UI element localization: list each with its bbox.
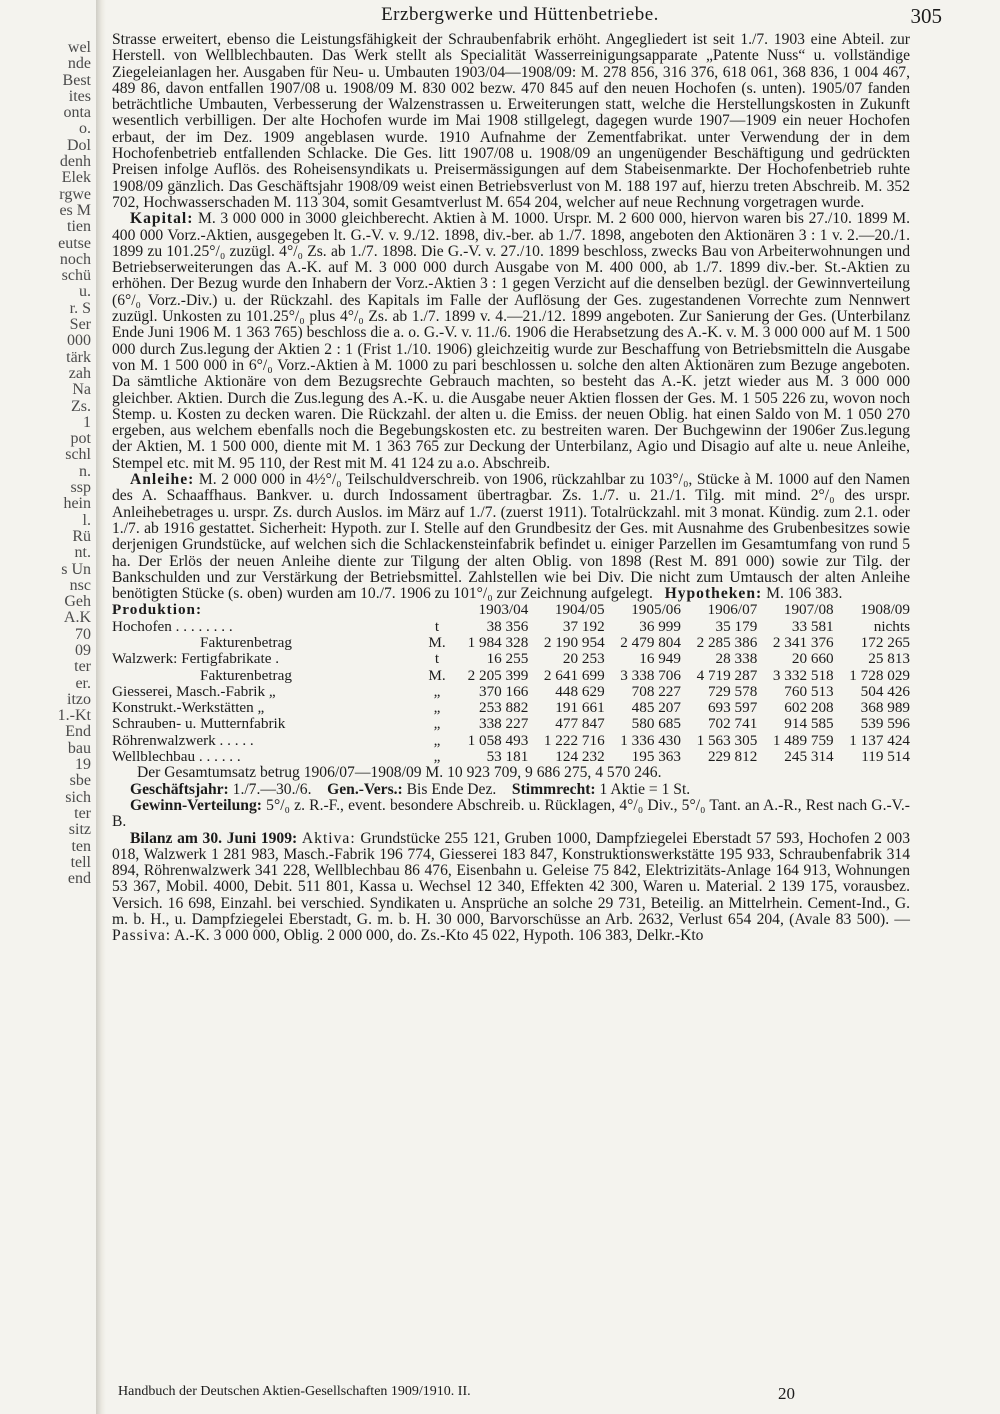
gutter-line: Best [62,71,91,89]
production-value: 368 989 [860,699,910,717]
year-header: 1907/08 [783,601,834,619]
production-row-label: Fakturenbetrag [200,633,292,651]
anleihe-text: M. 2 000 000 in 4½°/₀ Teilschuldverschreib. von 1906, rückzahlbar zu 103°/₀, Stücke à M. 1000 auf den Namen des A. Schaaffhaus. Bankver. u. durch Indossament übertragbar. Zs. 1./7. u. 21./1. Tilg. mit mind. 2°/₀ des urspr. Anleihebetrages u. urspr. Zs. durch Auslos. im März auf 1./7. (zuerst 1911). Totalrückzahl. mit 3 monat. Kündig. zum 2.1. oder 1./7. ab 1916 gestattet. Sicherheit: Hypoth. zur I. Stelle auf den Grundbesitz der Ges. mit Ausnahme des Grubenbesitzes sowie derjenigen Grundstücke, auf welchen sich die Schlackensteinfabrik befindet u. einiger Parzellen im Gesamtumfang von rund 5 ha. Der Erlös der neuen Anleihe diente zur Tilgung der alten Oblig. von 1898 (Rest M. 891 000) sowie zur Tilg. der Bankschulden und zur Verstärkung der Betriebsmittel. Zahlstellen wie bei Div. Die nicht zum Umtausch der alten Anleihe benötigten Stücke (s. oben) wurden am 10./7. 1906 zu 101°/₀ zur Zeichnung aufgelegt. [112,471,910,603]
gutter-line: ten [71,837,91,855]
production-row-label: Fakturenbetrag [200,666,292,684]
production-row [112,716,910,732]
production-value: 1 489 759 [772,731,834,749]
gutter-line: noch [59,250,91,268]
production-value: 370 166 [478,682,529,700]
production-row-label: Schrauben- u. Mutternfabrik [112,715,286,733]
genvers-label: Gen.-Vers.: [327,780,403,798]
production-row-label: Wellblechbau . . . . . . [112,748,241,766]
production-value: 504 426 [860,682,910,700]
hypotheken-value: M. 106 383. [766,585,843,603]
gutter-line: ssp [70,479,91,497]
year-header: 1903/04 [478,601,529,619]
production-row-label: Röhrenwalzwerk . . . . . [112,731,254,749]
production-value: 229 812 [707,748,758,766]
production-row [112,749,910,765]
bilanz-section [112,831,910,945]
gutter-line: er. [75,674,91,692]
book-fold [96,0,106,1414]
aktiva-text: Grundstücke 255 121, Gruben 1000, Dampfziegelei Eberstadt 57 593, Hochofen 2 003 018, Walzwerk 1 281 983, Masch.-Fabrik 196 774, Giesserei 183 847, Konstruktionswerkstätte 195 933, Schraubenfabrik 314 894, Röhrenwalzwerk 341 228, Wellblechbau 86 476, Eisenbahn u. Geleise 75 842, Elektrizitäts-Anlage 164 913, Wohnungen 53 367, Mobil. 4000, Debit. 511 801, Kassa u. Wechsel 12 340, Effekten 42 300, Waren u. Material. 2 139 175, vorausbez. Versich. 16 698, Einzahl. bei verschied. Syndikaten u. Ansprüche an solche 29 731, Beteilig. an Mittelrhein. Cement-Ind., G. m. b. H., u. Dampfziegelei Eberstadt, G. m. b. H. 30 000, Barvorschüsse an Arb. 2632, Verlust 654 204, (Avale 83 500). — [112,829,911,929]
production-row-unit: M. [428,666,446,684]
gutter-line: wel [67,40,91,56]
production-value: nichts [873,617,910,635]
gutter-line: n. [79,462,91,480]
production-value: 708 227 [631,682,681,700]
gutter-line: Ser [69,316,91,334]
hypotheken-label: Hypotheken: [664,585,763,603]
production-value: 477 847 [555,715,605,733]
gutter-line: u. [79,283,91,301]
production-value: 3 338 706 [620,666,681,684]
gutter-line: Dol [67,136,91,154]
gesamtumsatz-line: Der Gesamtumsatz betrug 1906/07—1908/09 M. 10 923 709, 9 686 275, 4 570 246. [137,764,662,782]
gutter-line: nde [67,55,91,73]
gutter-line: nt. [74,544,91,562]
production-row [112,700,910,716]
production-row-unit: „ [433,715,441,733]
production-row-unit: „ [433,731,441,749]
production-value: 195 363 [631,748,681,766]
gutter-line: l. [82,511,91,529]
kapital-label: Kapital: [130,210,194,228]
signature-number: 20 [778,1384,795,1403]
gutter-line: end [67,870,91,888]
gutter-line: 1.-Kt [57,707,91,725]
production-value: 2 285 386 [696,633,758,651]
year-header: 1904/05 [554,601,605,619]
gutter-line: itzo [67,690,91,708]
gutter-line: r. S [69,299,91,317]
production-value: 1 728 029 [849,666,910,684]
production-value: 2 641 699 [543,666,605,684]
anleihe-label: Anleihe: [130,471,195,489]
production-value: 172 265 [860,633,910,651]
page-number: 305 [910,4,942,28]
production-value: 1 222 716 [543,731,605,749]
production-value: 448 629 [555,682,605,700]
gutter-line: ter [74,804,91,822]
production-value: 702 741 [707,715,758,733]
gutter-line: Zs. [71,397,91,415]
production-value: 20 253 [562,650,605,668]
year-header: 1905/06 [631,601,681,619]
gutter-line: sitz [68,821,91,839]
gutter-line: o. [79,120,91,138]
production-value: 338 227 [478,715,529,733]
production-row-unit: „ [433,748,441,766]
gutter-line: rgwe [59,185,91,203]
gutter-line: zah [68,364,91,382]
production-value: 37 192 [562,617,605,635]
production-value: 245 314 [784,748,834,766]
production-value: 729 578 [707,682,758,700]
gutter-line: 09 [75,641,91,659]
production-value: 2 190 954 [543,633,605,651]
production-value: 16 949 [639,650,681,668]
header-title: Erzbergwerke und Hüttenbetriebe. [381,4,659,25]
gutter-line: Geh [64,593,91,611]
production-value: 693 597 [707,699,758,717]
production-value: 914 585 [784,715,834,733]
stimmrecht-label: Stimmrecht: [511,780,596,798]
gutter-line: tien [67,218,91,236]
genvers-value: Bis Ende Dez. [406,780,497,798]
gutter-line: Na [72,381,91,399]
gutter-line: pot [70,430,91,448]
production-row-label: Konstrukt.-Werkstätten „ [112,699,265,717]
production-value: 602 208 [784,699,834,717]
anleihe-section [112,472,910,602]
gewinn-label: Gewinn-Verteilung: [130,796,262,814]
page-body [112,32,910,945]
gutter-line: Rü [72,527,91,545]
year-header: 1906/07 [707,601,758,619]
production-value: 38 356 [486,617,529,635]
production-value: 2 205 399 [467,666,529,684]
production-value: 1 563 305 [696,731,758,749]
production-value: 28 338 [715,650,758,668]
production-row [112,733,910,749]
production-row-unit: M. [428,633,446,651]
geschaeftsjahr-label: Geschäftsjahr: [130,780,229,798]
production-table [112,602,910,765]
intro-paragraph: Strasse erweitert, ebenso die Leistungsfähigkeit der Schraubenfabrik erhöht. Angegliedert ist seit 1./7. 1903 eine Abteil. zur Herstell. von Wellblechbauten. Das Werk stellt als Specialität Wasserreinigungsapparate „Patente Nuss“ u. vollständige Ziegeleianlagen her. Ausgaben für Neu- u. Umbauten 1903/04—1908/09: M. 278 856, 316 376, 618 061, 368 836, 1 004 467, 489 86, davon entfallen 1907/08 u. 1908/09 M. 830 002 bezw. 470 845 auf den neuen Hochofen (s. unten). 1905/07 fanden beträchtliche Umbauten, Verbesserung der Walzenstrassen u. Erweiterungen statt, welche die Herstellungskosten in Zukunft wesentlich verbilligen. Der alte Hochofen wurde im Mai 1908 stillgelegt, dagegen wurde 1907—1909 ein neuer Hochofen erbaut, der im Dez. 1909 angeblasen wurde. 1910 Aufnahme der Zementfabrikat. unter Verwendung der in dem Hochofenbetrieb entfallenden Schlacke. Die Ges. litt 1907/08 u. 1908/09 an ungenügender Beschäftigung und gedrückten Preisen infolge Auflös. des Roheisensyndikats u. Preisermässigungen auf dem Stabeisenmarkte. Der Hochofenbetrieb ruhte 1908/09 gänzlich. Das Geschäftsjahr 1908/09 weist einen Betriebsverlust von M. 188 197 auf, hierzu treten Abschreib. M. 352 702, Hochwasserschaden M. 113 304, somit Gesamtverlust M. 654 204, welcher auf neue Rechnung vorgetragen wurde. [112,31,910,211]
production-value: 485 207 [631,699,681,717]
production-row [112,668,910,684]
gutter-line: onta [63,104,91,122]
passiva-label: Passiva: [112,927,172,945]
production-value: 191 661 [555,699,605,717]
production-value: 1 058 493 [467,731,529,749]
production-value: 1 336 430 [620,731,681,749]
production-row-unit: t [434,650,440,668]
production-value: 35 179 [715,617,758,635]
production-value: 20 660 [791,650,834,668]
production-row-label: Walzwerk: Fertigfabrikate . [112,650,280,668]
gutter-line: sbe [69,772,91,790]
gutter-line: denh [59,153,91,171]
production-value: 1 984 328 [467,633,529,651]
footer-source: Handbuch der Deutschen Aktien-Gesellschaften 1909/1910. II. [118,1384,471,1399]
production-value: 539 596 [860,715,910,733]
gutter-line: 1 [83,413,91,431]
production-row-label: Hochofen . . . . . . . . [112,617,233,635]
production-value: 2 341 376 [772,633,834,651]
production-value: 25 813 [868,650,910,668]
production-row-unit: t [434,617,440,635]
gutter-line: sich [65,788,91,806]
production-row-unit: „ [433,699,441,717]
gutter-line: bau [67,739,91,757]
gutter-line: tärk [66,348,91,366]
production-label: Produktion: [112,601,203,619]
production-header-row [112,602,910,618]
gewinn-text: 5°/₀ z. R.-F., event. besondere Abschreib. u. Rücklagen, 4°/₀ Div., 5°/₀ Tant. an A.-R., Rest nach G.-V.-B. [112,796,910,831]
passiva-text: A.-K. 3 000 000, Oblig. 2 000 000, do. Zs.-Kto 45 022, Hypoth. 106 383, Delkr.-Kto [174,927,704,945]
gutter-line: eutse [58,234,91,252]
production-value: 124 232 [555,748,605,766]
gutter-line: ites [68,87,91,105]
production-row [112,684,910,700]
bilanz-label: Bilanz am 30. Juni 1909: [130,829,298,847]
production-value: 4 719 287 [696,666,758,684]
gutter-line: 000 [67,332,91,350]
production-value: 36 999 [639,617,681,635]
production-row [112,651,910,667]
gutter-line: s Un [61,560,91,578]
stimmrecht-value: 1 Aktie = 1 St. [599,780,691,798]
aktiva-label: Aktiva: [301,829,356,847]
production-value: 580 685 [631,715,681,733]
geschaeftsjahr-value: 1./7.—30./6. [232,780,312,798]
gutter-line: 70 [75,625,91,643]
unit-header [422,602,452,618]
gutter-line: A.K [63,609,91,627]
production-row [112,619,910,635]
production-row-label: Giesserei, Masch.-Fabrik „ [112,682,276,700]
production-value: 53 181 [486,748,529,766]
geschaeftsjahr-line [112,782,910,798]
production-row [112,635,910,651]
production-value: 2 479 804 [620,633,681,651]
gutter-line: 19 [75,756,91,774]
production-value: 760 513 [784,682,834,700]
kapital-text: M. 3 000 000 in 3000 gleichberecht. Aktien à M. 1000. Urspr. M. 2 600 000, hiervon waren bis 27./10. 1899 M. 400 000 Vorz.-Aktien, ausgegeben lt. G.-V. v. 9./12. 1898, div.-ber. ab 1./7. 1898, angeboten den Aktionären 3 : 1 v. 2.—20./1. 1899 zu 101.25°/₀ zuzügl. 4°/₀ Zs. ab 1./7. 1898. Die G.-V. v. 27./10. 1899 beschloss, zwecks Bau von Arbeiterwohnungen und Betriebserweiterungen das A.-K. auf M. 3 000 000 durch Ausgabe von M. 400 000, ab 1./7. 1899 div.-ber. St.-Aktien zu erhöhen. Der Bezug wurde den Inhabern der Vorz.-Aktien 3 : 1 gegen Verzicht auf die denselben bezügl. der Gewinnverteilung (6°/₀ Vorz.-Div.) u. der Rückzahl. des Kapitals im Falle der Auflösung der Ges. zugestandenen Vorrechte zum Nennwert zuzügl. Unkosten zu 101.25°/₀ plus 4°/₀ Zs. ab 1./7. 1899 v. 4.—21./12. 1899 angeboten. Zur Sanierung der Ges. (Unterbilanz Ende Juni 1906 M. 1 363 765) beschloss die a. o. G.-V. v. 11./6. 1906 die Herabsetzung des A.-K. v. M. 3 000 000 auf M. 1 500 000 durch Zus.legung der Aktien 2 : 1 (Frist 1./10. 1906) gleichzeitig wurde zur Beschaffung von Betriebsmitteln die Ausgabe von M. 1 500 000 in 6°/₀ Vorz.-Aktien à M. 1000 zu pari beschlossen u. solche den alten Aktionären zum Bezuge angeboten. Da sämtliche Aktionäre von dem Bezugsrechte Gebrauch machten, so besteht das A.-K. jetzt wieder aus M. 3 000 000 gleichber. Aktien. Durch die Zus.legung des A.-K. u. die Ausgabe neuer Aktien flossen der Ges. M. 1 505 226 zu, wovon noch Stemp. u. Kosten zu decken waren. Die Rückzahl. der alten u. die Emiss. der neuen Oblig. hat einen Saldo von M. 1 050 270 ergeben, aus welchem ebenfalls noch die Begebungskosten etc. zu bestreiten waren. Der Buchgewinn der 1906er Zus.legung der Aktien, M. 1 500 000, diente mit M. 1 363 765 zur Deckung der Unterbilanz, Agio und Disagio auf alte u. neue Anleihe, Stempel etc. mit M. 95 110, der Rest mit M. 41 124 zu a.o. Abschreib. [112,210,910,472]
gutter-line: tell [70,853,91,871]
gewinn-section [112,798,910,831]
gutter-line: End [65,723,91,741]
gutter-line: ter [74,658,91,676]
gutter-line: nsc [69,576,91,594]
production-value: 16 255 [486,650,529,668]
gutter-line: hein [63,495,91,513]
gutter-line: schl [65,446,91,464]
production-value: 119 514 [861,748,910,766]
production-value: 33 581 [791,617,834,635]
gutter-line: schü [61,267,91,285]
production-value: 1 137 424 [849,731,910,749]
running-header [110,4,942,28]
year-header: 1908/09 [860,601,910,619]
gutter-line: Elek [61,169,91,187]
previous-page-gutter [0,40,95,1380]
gutter-line: es M [59,201,91,219]
production-row-unit: „ [433,682,441,700]
production-value: 253 882 [478,699,529,717]
production-value: 3 332 518 [772,666,834,684]
kapital-section [112,211,910,472]
